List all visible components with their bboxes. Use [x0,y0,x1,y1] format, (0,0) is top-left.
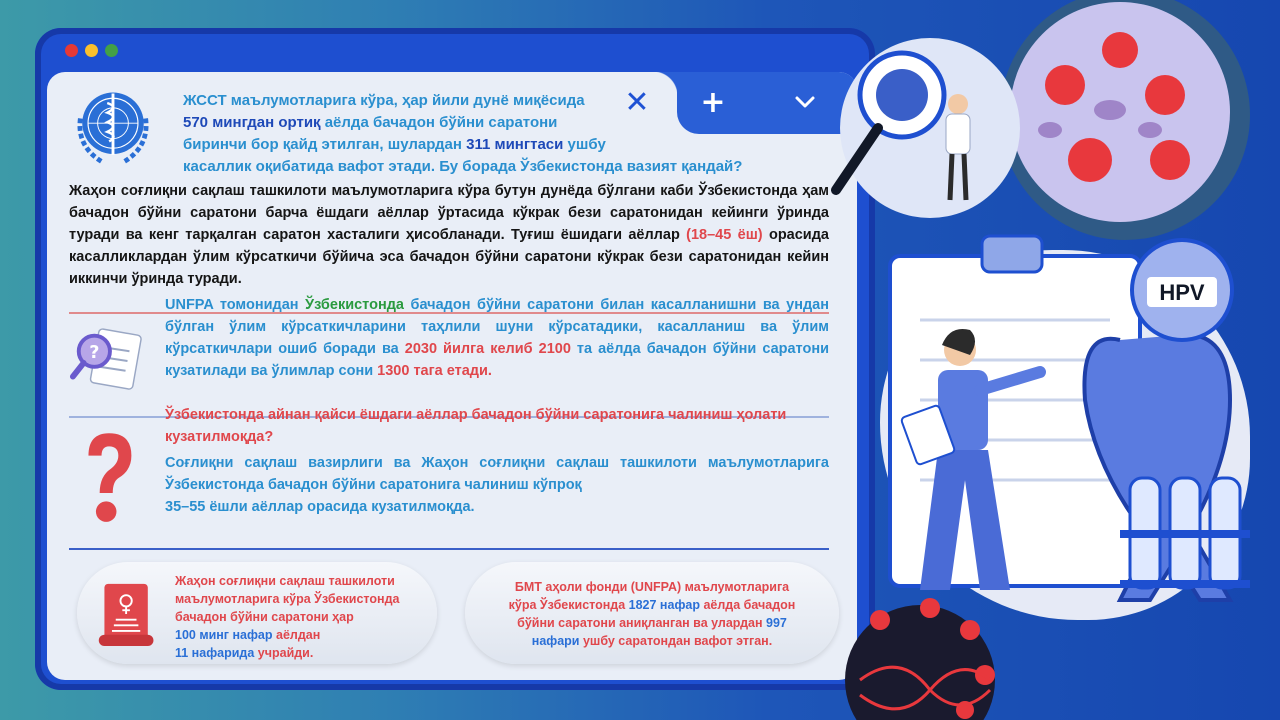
unfpa-deaths: 1300 тага етади. [377,363,492,379]
who-logo-icon [65,80,161,176]
divider-blue-2 [69,548,829,550]
age-question: Ўзбекистонда айнан қайси ёшдаги аёллар бачадон бўйни саратонига чалиниш ҳолати кузатилмоқда? [165,407,787,445]
who-stat-100k: 100 минг нафар [175,628,273,642]
unfpa-country: Ўзбекистонда [305,297,404,313]
who-stat-l5: учрайди. [254,646,314,660]
who-paragraph-part2: орасида касалликлардан ўлим кўрсаткичи бўйича эса бачадон бўйни саратони кўкрак бези саратонидан кейин иккинчи ўринда туради. [69,227,829,287]
content-panel [47,72,857,680]
document-search-icon [69,322,147,400]
unfpa-stat-l3a: бўйни саратони аниқланган ва улардан [517,616,767,630]
unfpa-stat-l2a: кўра Ўзбекистонда [508,598,629,612]
unfpa-paragraph [165,294,829,382]
who-stat-l1: Жаҳон соғлиқни сақлаш ташкилоти [175,574,395,588]
intro-311k: 311 мингтаси [466,136,564,153]
hpv-label: HPV [1159,280,1205,305]
age-answer [165,452,829,518]
question-mark-icon [81,424,137,534]
window-dot-red[interactable] [65,44,78,57]
window-dot-yellow[interactable] [85,44,98,57]
scroll-female-icon [95,576,161,652]
intro-line4: касаллик оқибатида вафот этади. Бу борада Ўзбекистонда вазият қандай? [183,158,743,175]
window-dot-green[interactable] [105,44,118,57]
svg-text:?: ? [89,343,100,364]
intro-text [183,90,803,178]
who-paragraph-part1: Жаҳон соғлиқни сақлаш ташкилоти маълумотларига кўра бутун дунёда бўлгани каби Ўзбекистонда ҳам бачадон бўйни саратони барча ёшдаги аёллар ўртасида кўкрак бези саратонидан кейинги ўринда туради ва кенг тарқалган саратон хасталиги ҳисобланади. Туғиш ёшидаги аёллар [69,183,829,243]
unfpa-stat-l4a: нафари [531,634,580,648]
unfpa-stat-l1: БМТ аҳоли фонди (UNFPA) маълумотларига [514,580,790,594]
unfpa-stat-997: 997 [766,616,787,630]
unfpa-stat-card [465,562,839,664]
intro-line3: биринчи бор қайд этилган, шулардан [183,136,467,153]
who-stat-l3: бачадон бўйни саратони ҳар [175,610,354,624]
unfpa-year: 2030 йилга келиб 2100 [404,341,571,357]
unfpa-p3: та аёлда бачадон бўйни саратони кузатилади ва ўлимлар сони [165,341,829,379]
age-answer-line1: Соғлиқни сақлаш вазирлиги ва Жаҳон соғлиқни сақлаш ташкилоти маълумотларига Ўзбекистонда бачадон бўйни саратонига чалиниш кўпроқ [165,455,829,493]
unfpa-p2: бачадон бўйни саратони билан касалланишни ва ундан бўлган ўлим кўрсаткичларини таҳлили шуни кўрсатадики, касалланиш ва ўлим кўрсаткичлари ошиб боради ва [165,297,829,357]
age-range-highlight: (18–45 ёш) [686,227,763,243]
intro-line2: аёлда бачадон бўйни саратони [320,114,558,131]
unfpa-stat-l2c: аёлда бачадон [699,598,796,612]
who-stat-11: 11 нафарида [175,646,255,660]
unfpa-stat-l4b: ушбу саратондан вафот этган. [579,634,773,648]
unfpa-stat-text [465,578,839,650]
who-stat-l2: маълумотларига кўра Ўзбекистонда [175,592,400,606]
medical-illustration [820,0,1280,720]
who-stat-l4: аёлдан [272,628,321,642]
close-icon[interactable]: ✕ [624,84,650,120]
who-stat-text [175,572,435,662]
unfpa-p1: UNFPA томонидан [165,297,306,313]
browser-window [35,28,875,690]
window-controls [65,44,118,57]
intro-line1: ЖССТ маълумотларига кўра, ҳар йили дунё миқёсида [183,92,585,109]
intro-570k: 570 мингдан ортиқ [183,114,321,131]
who-stat-card [77,562,437,664]
plus-icon[interactable]: + [700,84,726,120]
age-answer-line2: 35–55 ёшли аёллар орасида кузатилмоқда. [165,499,475,515]
who-paragraph [69,180,829,290]
unfpa-stat-1827: 1827 нафар [628,598,700,612]
intro-line3-end: ушбу [563,136,606,153]
